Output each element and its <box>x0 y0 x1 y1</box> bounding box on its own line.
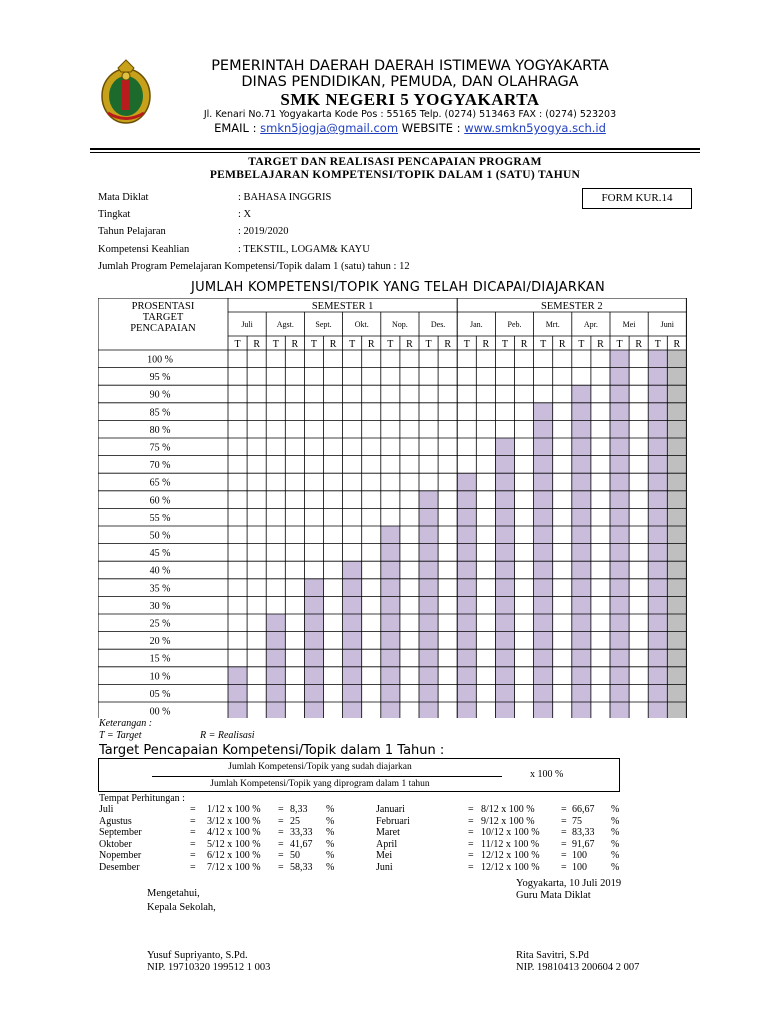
info-value-grade: : X <box>238 209 252 220</box>
calc-unit: % <box>326 827 335 839</box>
calc-eq: = <box>190 862 196 873</box>
signature-right-name: Rita Savitri, S.Pd <box>516 950 589 961</box>
month-label-7: Peb. <box>507 320 522 329</box>
col-r-label: R <box>444 339 451 350</box>
header-rule-thin <box>90 152 700 153</box>
calc-res: 100 <box>572 862 587 873</box>
row-label-16: 20 % <box>149 636 171 648</box>
col-r-label: R <box>673 339 681 350</box>
target-realization-table <box>98 298 698 718</box>
calc-expr: 12/12 x 100 % <box>481 862 540 873</box>
row-label-6: 70 % <box>149 460 171 472</box>
target-fill-4 <box>381 526 400 718</box>
col-r-label: R <box>329 339 337 350</box>
row-label-18: 10 % <box>149 671 171 683</box>
formula-numerator: Jumlah Kompetensi/Topik yang sudah diajarkan <box>228 762 412 772</box>
col-r-label: R <box>291 339 299 350</box>
row-label-13: 35 % <box>149 583 171 595</box>
target-fill-10 <box>610 350 629 718</box>
calc-expr: 10/12 x 100 % <box>481 827 540 839</box>
target-section-title: Target Pencapaian Kompetensi/Topik dalam 1 Tahun : <box>99 743 445 758</box>
calc-eq2: = <box>561 804 567 815</box>
row-label-12: 40 % <box>149 565 171 577</box>
target-fill-11 <box>648 350 667 718</box>
signature-left-name: Yusuf Supriyanto, S.Pd. <box>147 950 248 961</box>
col-t-label: T <box>654 339 661 350</box>
col-t-label: T <box>234 339 241 350</box>
target-fill-0 <box>228 667 247 718</box>
target-fill-8 <box>534 403 553 718</box>
calc-eq: = <box>468 838 474 850</box>
col-r-label: R <box>406 339 413 350</box>
legend-realization: R = Realisasi <box>200 730 255 741</box>
col-t-label: T <box>425 339 432 350</box>
info-value-subject: : BAHASA INGGRIS <box>238 192 332 203</box>
col-t-label: T <box>387 339 394 350</box>
col-t-label: T <box>616 339 623 350</box>
calc-expr: 8/12 x 100 % <box>481 804 535 815</box>
info-label-grade: Tingkat <box>98 209 131 220</box>
row-label-5: 75 % <box>149 442 171 454</box>
signature-place-date: Yogyakarta, 10 Juli 2019 <box>516 878 622 889</box>
calc-unit: % <box>326 838 335 850</box>
info-value-competency: : TEKSTIL, LOGAM& KAYU <box>238 244 370 255</box>
target-fill-2 <box>304 579 323 718</box>
target-fill-7 <box>495 438 514 718</box>
website-label: WEBSITE : <box>398 121 465 135</box>
calc-eq2: = <box>561 862 567 873</box>
calc-unit: % <box>611 850 620 862</box>
col-r-label: R <box>520 339 528 350</box>
table-title: JUMLAH KOMPETENSI/TOPIK YANG TELAH DICAPAI/DIAJARKAN <box>190 280 606 295</box>
signature-left-line2: Kepala Sekolah, <box>147 902 216 913</box>
semester-2-label: SEMESTER 2 <box>541 301 603 312</box>
col-t-label: T <box>540 339 547 350</box>
calc-expr: 6/12 x 100 % <box>207 850 261 862</box>
calc-unit: % <box>326 815 335 827</box>
calc-unit: % <box>326 862 335 873</box>
calc-res: 75 <box>572 815 582 827</box>
col-r-label: R <box>558 339 566 350</box>
calc-res: 41,67 <box>290 838 313 850</box>
calc-month: Nopember <box>99 850 142 862</box>
calc-res: 58,33 <box>290 862 313 873</box>
month-label-4: Nop. <box>392 320 408 329</box>
june-realization-fill <box>667 350 686 718</box>
calc-eq2: = <box>561 827 567 839</box>
col-r-label: R <box>635 339 642 350</box>
calc-eq2: = <box>278 862 284 873</box>
calc-eq: = <box>190 838 196 850</box>
calc-unit: % <box>611 862 620 873</box>
calc-expr: 7/12 x 100 % <box>207 862 261 873</box>
col-t-label: T <box>349 339 356 350</box>
month-label-0: Juli <box>241 320 253 329</box>
calc-month: Desember <box>99 862 140 873</box>
calc-unit: % <box>611 804 620 815</box>
calc-expr: 1/12 x 100 % <box>207 804 261 815</box>
calc-expr: 4/12 x 100 % <box>207 827 261 839</box>
calc-res: 33,33 <box>290 827 313 839</box>
calc-eq: = <box>468 804 474 815</box>
calc-eq: = <box>468 850 474 862</box>
calc-res: 100 <box>572 850 587 862</box>
col-t-label: T <box>272 339 279 350</box>
calc-month: Agustus <box>99 815 132 827</box>
row-label-17: 15 % <box>149 653 171 665</box>
calc-unit: % <box>611 838 620 850</box>
email-link[interactable]: smkn5jogja@gmail.com <box>260 121 399 135</box>
month-label-2: Sept. <box>315 320 332 329</box>
calc-eq2: = <box>278 804 284 815</box>
calc-res: 50 <box>290 850 300 862</box>
legend-target: T = Target <box>99 730 142 741</box>
target-fill-5 <box>419 491 438 718</box>
legend-title: Keterangan : <box>99 718 153 729</box>
calc-expr: 9/12 x 100 % <box>481 815 535 827</box>
row-label-14: 30 % <box>149 600 171 612</box>
calc-unit: % <box>611 815 620 827</box>
col-t-label: T <box>501 339 509 350</box>
header-department: DINAS PENDIDIKAN, PEMUDA, DAN OLAHRAGA <box>241 74 579 90</box>
col-r-label: R <box>253 339 260 350</box>
calc-unit: % <box>326 804 335 815</box>
row-label-11: 45 % <box>149 548 171 560</box>
calc-eq: = <box>468 827 474 839</box>
formula-denominator: Jumlah Kompetensi/Topik yang diprogram dalam 1 tahun <box>210 779 430 789</box>
calc-eq: = <box>468 815 474 827</box>
calc-month: Oktober <box>99 838 132 850</box>
email-label: EMAIL : <box>214 121 261 135</box>
row-label-7: 65 % <box>149 477 171 489</box>
col-t-label: T <box>310 339 318 350</box>
calc-expr: 5/12 x 100 % <box>207 838 261 850</box>
calc-month: Januari <box>376 804 405 815</box>
calc-res: 83,33 <box>572 827 595 839</box>
school-name: SMK NEGERI 5 YOGYAKARTA <box>280 90 540 109</box>
calc-eq: = <box>190 804 196 815</box>
calc-month: Juni <box>376 862 393 873</box>
corner-label-1: PROSENTASI <box>131 301 195 312</box>
calc-expr: 11/12 x 100 % <box>481 838 540 850</box>
col-r-label: R <box>597 339 604 350</box>
row-label-9: 55 % <box>149 512 171 524</box>
calc-eq: = <box>190 815 196 827</box>
school-address: Jl. Kenari No.71 Yogyakarta Kode Pos : 55165 Telp. (0274) 513463 FAX : (0274) 523203 <box>203 109 617 120</box>
row-label-4: 80 % <box>149 424 171 436</box>
calc-month: September <box>99 827 142 839</box>
month-label-5: Des. <box>430 320 446 329</box>
calc-eq2: = <box>278 815 284 827</box>
signature-left-nip: NIP. 19710320 199512 1 003 <box>147 962 271 973</box>
semester-1-label: SEMESTER 1 <box>311 301 374 312</box>
row-label-19: 05 % <box>149 688 171 700</box>
col-t-label: T <box>578 339 585 350</box>
calc-title: Tempat Perhitungan : <box>99 793 185 804</box>
month-label-1: Agst. <box>276 320 294 329</box>
calc-eq2: = <box>561 838 567 850</box>
col-t-label: T <box>463 339 470 350</box>
calc-eq: = <box>190 850 196 862</box>
target-fill-6 <box>457 473 476 718</box>
target-fill-3 <box>343 561 362 718</box>
doc-title-line2: PEMBELAJARAN KOMPETENSI/TOPIK DALAM 1 (SATU) TAHUN <box>209 169 581 181</box>
calc-unit: % <box>611 827 620 839</box>
corner-label-3: PENCAPAIAN <box>130 323 196 334</box>
corner-label-2: TARGET <box>142 312 184 323</box>
row-label-0: 100 % <box>147 354 173 366</box>
month-label-10: Mei <box>622 320 636 329</box>
provincial-emblem-logo <box>98 58 154 126</box>
formula-multiplier: x 100 % <box>530 769 564 780</box>
calc-month: Maret <box>376 827 400 839</box>
month-label-3: Okt. <box>354 320 369 329</box>
calc-res: 91,67 <box>572 838 595 850</box>
info-label-competency: Kompetensi Keahlian <box>98 244 190 255</box>
signature-right-role: Guru Mata Diklat <box>516 890 591 901</box>
calc-expr: 3/12 x 100 % <box>207 815 261 827</box>
row-label-20: 00 % <box>149 706 171 718</box>
calc-eq2: = <box>561 850 567 862</box>
calc-eq: = <box>190 827 196 839</box>
calc-eq: = <box>468 862 474 873</box>
info-label-year: Tahun Pelajaran <box>98 226 166 237</box>
col-r-label: R <box>367 339 375 350</box>
month-label-9: Apr. <box>583 320 598 329</box>
formula-fraction-line <box>152 776 502 777</box>
program-count: Jumlah Program Pemelajaran Kompetensi/Topik dalam 1 (satu) tahun : 12 <box>98 261 410 272</box>
signature-left-line1: Mengetahui, <box>147 888 200 899</box>
doc-title-line1: TARGET DAN REALISASI PENCAPAIAN PROGRAM <box>248 156 542 168</box>
row-label-10: 50 % <box>149 530 171 542</box>
row-label-3: 85 % <box>149 407 171 419</box>
row-label-15: 25 % <box>149 618 171 630</box>
form-code-badge: FORM KUR.14 <box>582 188 692 209</box>
calc-eq2: = <box>561 815 567 827</box>
calc-eq2: = <box>278 838 284 850</box>
calc-eq2: = <box>278 850 284 862</box>
calc-month: Juli <box>99 804 114 815</box>
contact-line <box>170 121 650 135</box>
header-rule-thick <box>90 148 700 150</box>
info-value-year: : 2019/2020 <box>238 226 289 237</box>
calc-res: 8,33 <box>290 804 308 815</box>
row-label-1: 95 % <box>149 372 171 384</box>
calc-res: 66,67 <box>572 804 595 815</box>
month-label-8: Mrt. <box>545 320 560 329</box>
calc-res: 25 <box>290 815 300 827</box>
info-label-subject: Mata Diklat <box>98 192 149 203</box>
month-label-6: Jan. <box>469 320 483 329</box>
calc-unit: % <box>326 850 335 862</box>
header-government: PEMERINTAH DAERAH DAERAH ISTIMEWA YOGYAKARTA <box>211 58 609 74</box>
calc-month: April <box>376 838 398 850</box>
row-label-2: 90 % <box>149 389 171 401</box>
target-fill-9 <box>572 385 591 718</box>
calc-month: Mei <box>376 850 393 862</box>
website-link[interactable]: www.smkn5yogya.sch.id <box>464 121 606 135</box>
row-label-8: 60 % <box>149 495 171 507</box>
target-fill-1 <box>266 614 285 718</box>
month-label-11: Juni <box>660 320 674 329</box>
calc-month: Februari <box>376 815 410 827</box>
signature-right-nip: NIP. 19810413 200604 2 007 <box>516 962 640 973</box>
col-r-label: R <box>482 339 490 350</box>
calc-eq2: = <box>278 827 284 839</box>
calc-expr: 12/12 x 100 % <box>481 850 540 862</box>
